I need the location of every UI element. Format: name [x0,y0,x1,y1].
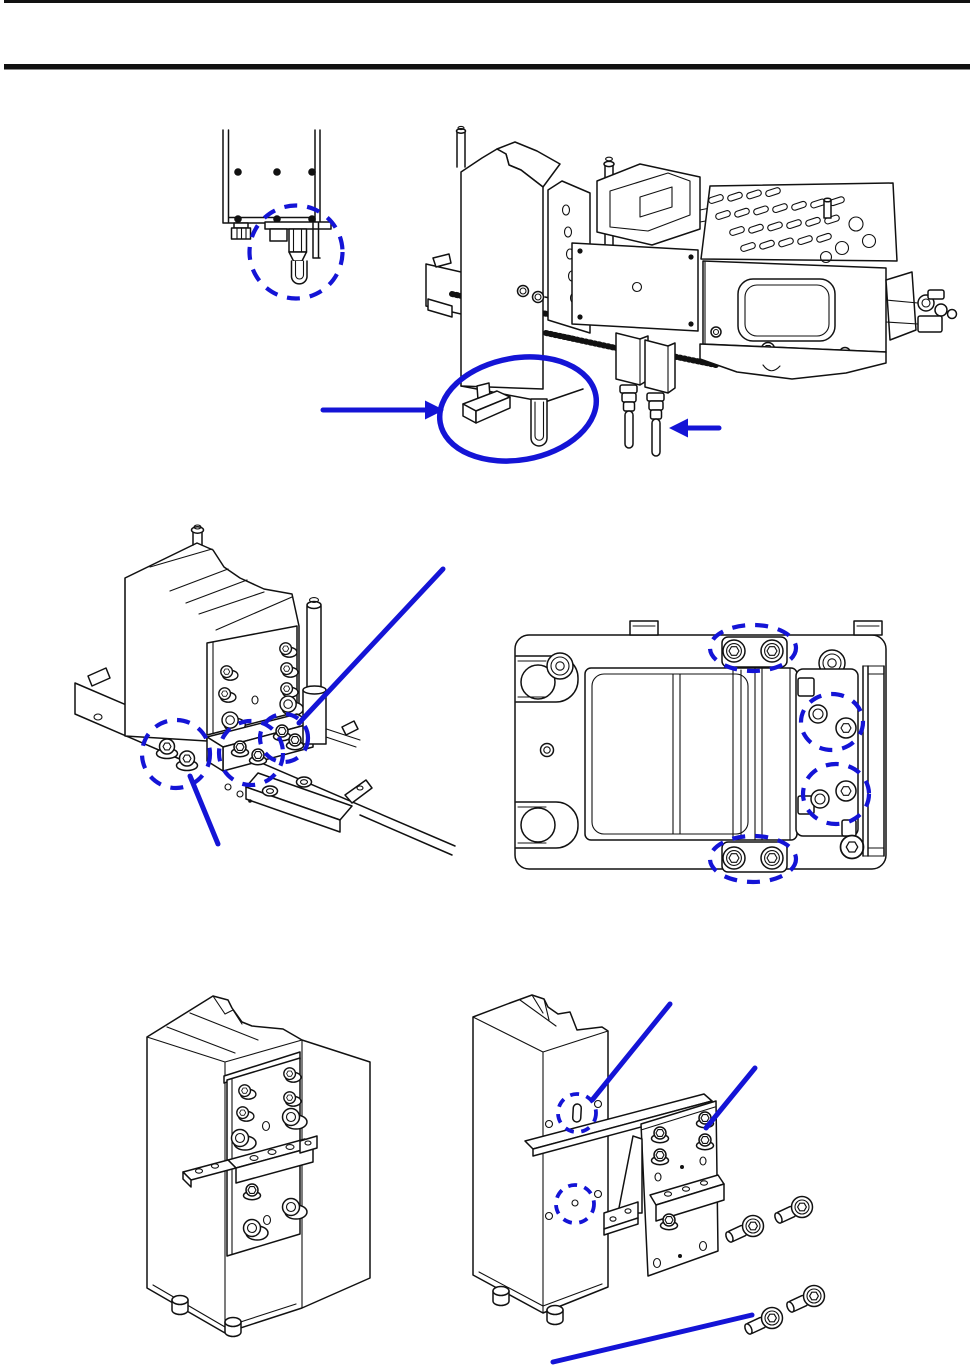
arrow-pointing-right [323,401,444,420]
figure-feeder-assembly-overview [323,126,957,473]
leader-line-annotation [190,776,218,844]
loose-screws [724,1197,824,1336]
cable-assembly [616,333,675,456]
side-bracket [796,669,858,836]
guide-pin [303,598,326,744]
arrow-pointing-left [669,419,719,438]
head-unit [597,164,700,245]
top-rule [4,0,970,3]
mount-ear-bottom-left [516,802,578,848]
leader-line-annotation [706,1068,755,1128]
clamp-bottom [722,842,787,872]
figure-motor-block-exploded [473,995,825,1362]
divider-rule [4,64,970,70]
motor-body [585,668,797,840]
knurled-adjuster [232,223,251,239]
figure-motor-mount-isometric [75,525,455,855]
figure-bottom-pin-detail [223,130,343,299]
end-mechanism [886,272,957,340]
frame-body [703,261,886,359]
locating-pin [289,229,307,284]
figure-mounting-plate-top-view [515,621,886,882]
locating-feet [463,383,547,446]
header-rules [4,0,970,70]
figure-motor-block-assembled [147,996,370,1337]
sprocket-plate [701,183,897,263]
clamp-top [722,637,787,667]
leader-line-annotation [553,1315,752,1362]
